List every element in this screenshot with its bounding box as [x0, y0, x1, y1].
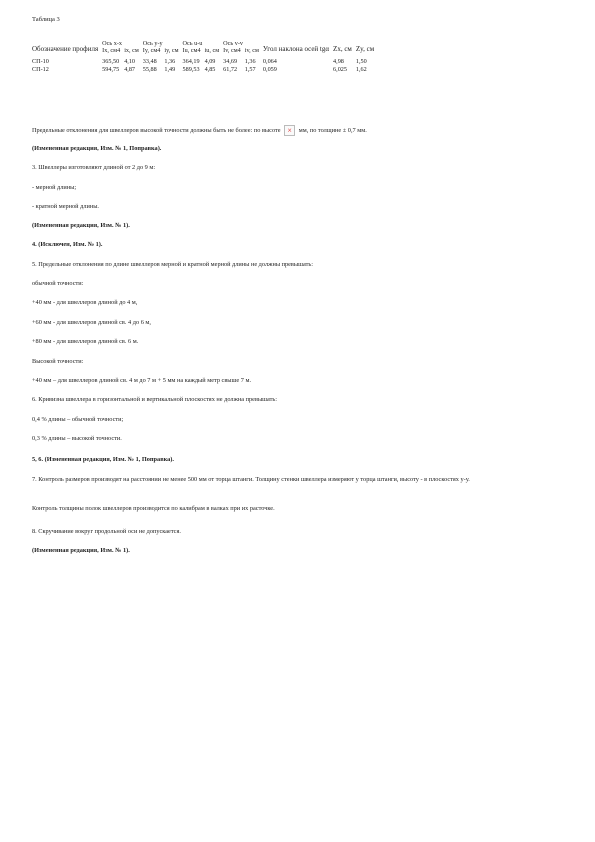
- list-item: 0,4 % длины – обычной точности;: [32, 416, 124, 423]
- header-iy-radius: iy, см: [164, 47, 179, 55]
- table-title: Таблица 3: [32, 16, 60, 23]
- paragraph-item-5: 5. Предельные отклонения по длине швеллеров мерной и кратной мерной длины не должны превышать:: [32, 261, 313, 268]
- cell: 34,69: [223, 58, 238, 66]
- header-axis-vv: Ось v-v: [223, 40, 243, 47]
- cell-profile: СП-10: [32, 58, 49, 66]
- header-ix-moment: Ix, см4: [102, 47, 121, 55]
- paragraph-text: Контроль толщины полок швеллеров производится по калибрам в валках при их расточке.: [32, 505, 275, 512]
- cell: 4,87: [124, 66, 136, 74]
- table-header-row: [30, 40, 376, 47]
- paragraph-amendment: (Измененная редакция, Изм. № 1).: [32, 547, 130, 554]
- paragraph-item-3: 3. Швеллеры изготовляют длиной от 2 до 9 м:: [32, 164, 156, 171]
- list-item: +60 мм - для швеллеров длиной св. 4 до 6 м,: [32, 319, 151, 326]
- cell: 0,064: [262, 58, 277, 66]
- header-iv-radius: iv, см: [244, 47, 259, 55]
- header-iu-moment: Iu, см4: [182, 47, 201, 55]
- header-zx: Zx, см: [333, 45, 352, 54]
- header-iy-moment: Iy, см4: [142, 47, 161, 55]
- header-axis-uu: Ось u-u: [182, 40, 203, 47]
- paragraph-deviation-high-precision: [32, 125, 552, 136]
- paragraph-amendment: 5, 6. (Измененная редакция, Изм. № 1, Поправка).: [32, 456, 174, 463]
- cell: 1,62: [355, 66, 367, 74]
- header-profile: Обозначение профиля: [32, 45, 99, 54]
- cell: 589,53: [182, 66, 200, 74]
- broken-image-icon: [284, 125, 295, 136]
- paragraph-text: обычной точности:: [32, 280, 84, 287]
- list-item: +40 мм - для швеллеров длиной до 4 м,: [32, 299, 138, 306]
- list-item: - кратной мерной длины.: [32, 203, 100, 210]
- paragraph-amendment: (Измененная редакция, Изм. № 1).: [32, 222, 130, 229]
- cell: 4,85: [204, 66, 216, 74]
- profile-properties-table: [30, 40, 376, 75]
- header-ix-radius: ix, см: [124, 47, 139, 55]
- cell: 1,49: [164, 66, 176, 74]
- paragraph-text: мм, по толщине ± 0,7 мм.: [298, 126, 367, 134]
- table-row: [30, 66, 376, 74]
- list-item: +40 мм – для швеллеров длиной св. 4 м до 7 м + 5 мм на каждый метр свыше 7 м.: [32, 377, 252, 384]
- cell: 1,36: [244, 58, 256, 66]
- cell: 1,50: [355, 58, 367, 66]
- paragraph-item-6: 6. Кривизна швеллера в горизонтальной и вертикальной плоскостях не должна превышать:: [32, 396, 278, 403]
- cell: 594,75: [102, 66, 120, 74]
- header-axis-yy: Ось y-y: [142, 40, 163, 47]
- header-zy: Zy, см: [355, 45, 375, 54]
- cell: 6,025: [333, 66, 347, 74]
- paragraph-amendment: (Измененная редакция, Изм. № 1, Поправка).: [32, 145, 162, 152]
- paragraph-text: Предельные отклонения для швеллеров высокой точности должны быть не более: по высоте: [32, 126, 281, 134]
- table-row: [30, 58, 376, 66]
- paragraph-item-7: 7. Контроль размеров производят на расстоянии не менее 500 мм от торца штанги. Толщину стенки швеллера измеряют у торца штанги, высоту - в плоскостях у-у.: [32, 476, 470, 483]
- cell: 364,19: [182, 58, 200, 66]
- cell: 4,98: [333, 58, 344, 66]
- header-iv-moment: Iv, см4: [223, 47, 241, 55]
- cell: 1,57: [244, 66, 256, 74]
- paragraph-text: Высокой точности:: [32, 358, 84, 365]
- cell: 61,72: [223, 66, 238, 74]
- list-item: - мерной длины;: [32, 184, 77, 191]
- cell: 0,059: [262, 66, 277, 74]
- header-angle: Угол наклона осей tgα: [262, 45, 330, 54]
- cell: 365,50: [102, 58, 120, 66]
- paragraph-item-4: 4. (Исключен, Изм. № 1).: [32, 241, 103, 248]
- cell: 55,88: [142, 66, 157, 74]
- list-item: 0,3 % длины – высокой точности.: [32, 435, 122, 442]
- cell: 33,48: [142, 58, 157, 66]
- header-iu-radius: iu, см: [204, 47, 220, 55]
- header-axis-xx: Ось x-x: [102, 40, 123, 47]
- paragraph-item-8: 8. Скручивание вокруг продольной оси не допускается.: [32, 528, 181, 535]
- cell: 4,09: [204, 58, 216, 66]
- list-item: +80 мм - для швеллеров длиной св. 6 м.: [32, 338, 139, 345]
- cell: 1,36: [164, 58, 176, 66]
- cell-profile: СП-12: [32, 66, 49, 74]
- cell: 4,10: [124, 58, 136, 66]
